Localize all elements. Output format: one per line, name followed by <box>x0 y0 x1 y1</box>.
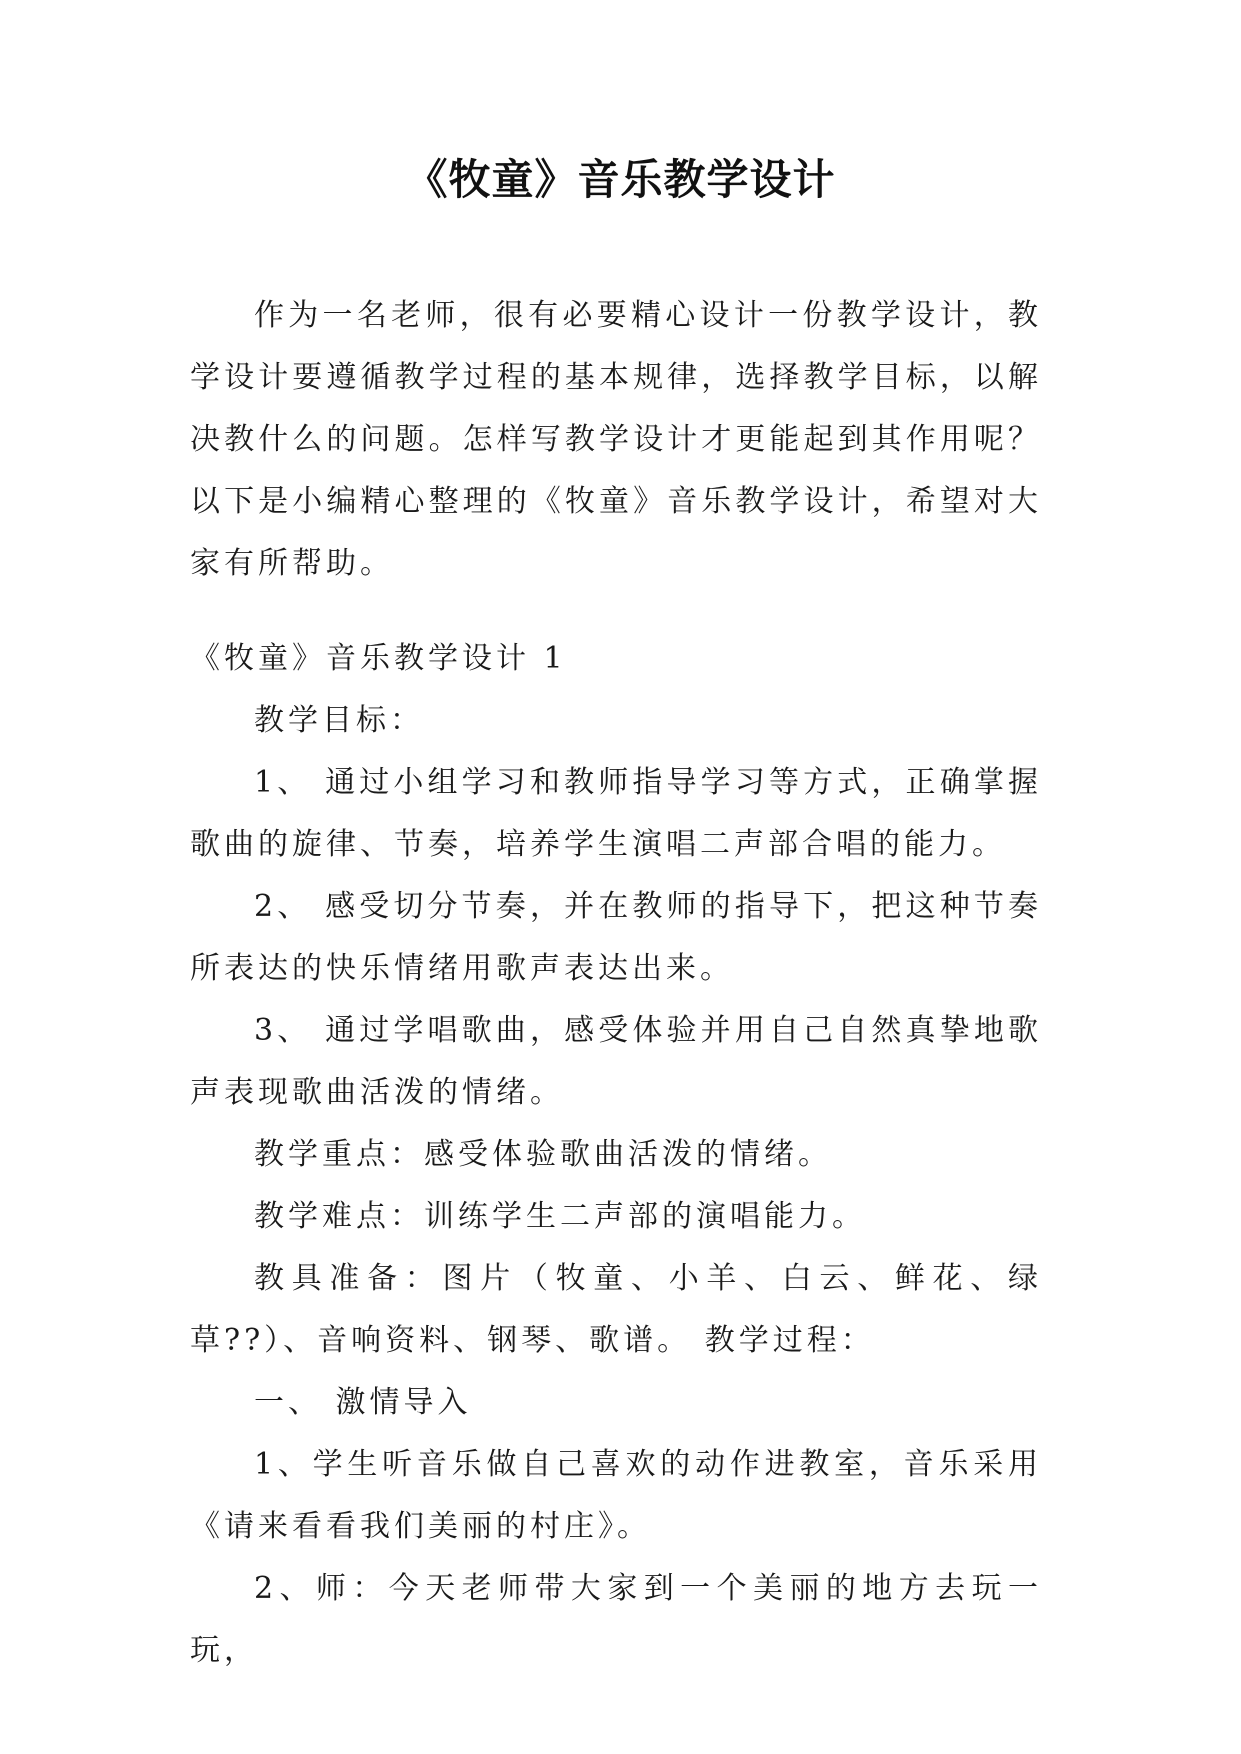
section-content <box>190 628 1042 1682</box>
teaching-goals-heading: 教学目标： <box>254 703 424 738</box>
teaching-materials: 教具准备：图片（牧童、小羊、白云、鲜花、绿草??）、音响资料、钢琴、歌谱。 教学过程： <box>190 1261 1042 1358</box>
goal-item-2: 2、 感受切分节奏，并在教师的指导下，把这种节奏所表达的快乐情绪用歌声表达出来。 <box>190 889 1042 986</box>
teaching-difficulty: 教学难点：训练学生二声部的演唱能力。 <box>254 1199 866 1234</box>
teaching-focus: 教学重点：感受体验歌曲活泼的情绪。 <box>254 1137 832 1172</box>
step-item-2: 2、师：今天老师带大家到一个美丽的地方去玩一玩， <box>190 1571 1042 1668</box>
step-item-1: 1、学生听音乐做自己喜欢的动作进教室，音乐采用《请来看看我们美丽的村庄》。 <box>190 1447 1042 1544</box>
document-title: 《牧童》音乐教学设计 <box>405 155 836 204</box>
section-title: 《牧童》音乐教学设计 1 <box>190 641 567 676</box>
intro-paragraph: 作为一名老师，很有必要精心设计一份教学设计，教学设计要遵循教学过程的基本规律，选择教学目标，以解决教什么的问题。怎样写教学设计才更能起到其作用呢？以下是小编精心整理的《牧童》音乐教学设计，希望对大家有所帮助。 <box>190 298 1042 581</box>
step-heading-1: 一、 激情导入 <box>254 1385 472 1420</box>
goal-item-3: 3、 通过学唱歌曲，感受体验并用自己自然真挚地歌声表现歌曲活泼的情绪。 <box>190 1013 1042 1110</box>
goal-item-1: 1、 通过小组学习和教师指导学习等方式，正确掌握歌曲的旋律、节奏，培养学生演唱二声部合唱的能力。 <box>190 765 1042 862</box>
